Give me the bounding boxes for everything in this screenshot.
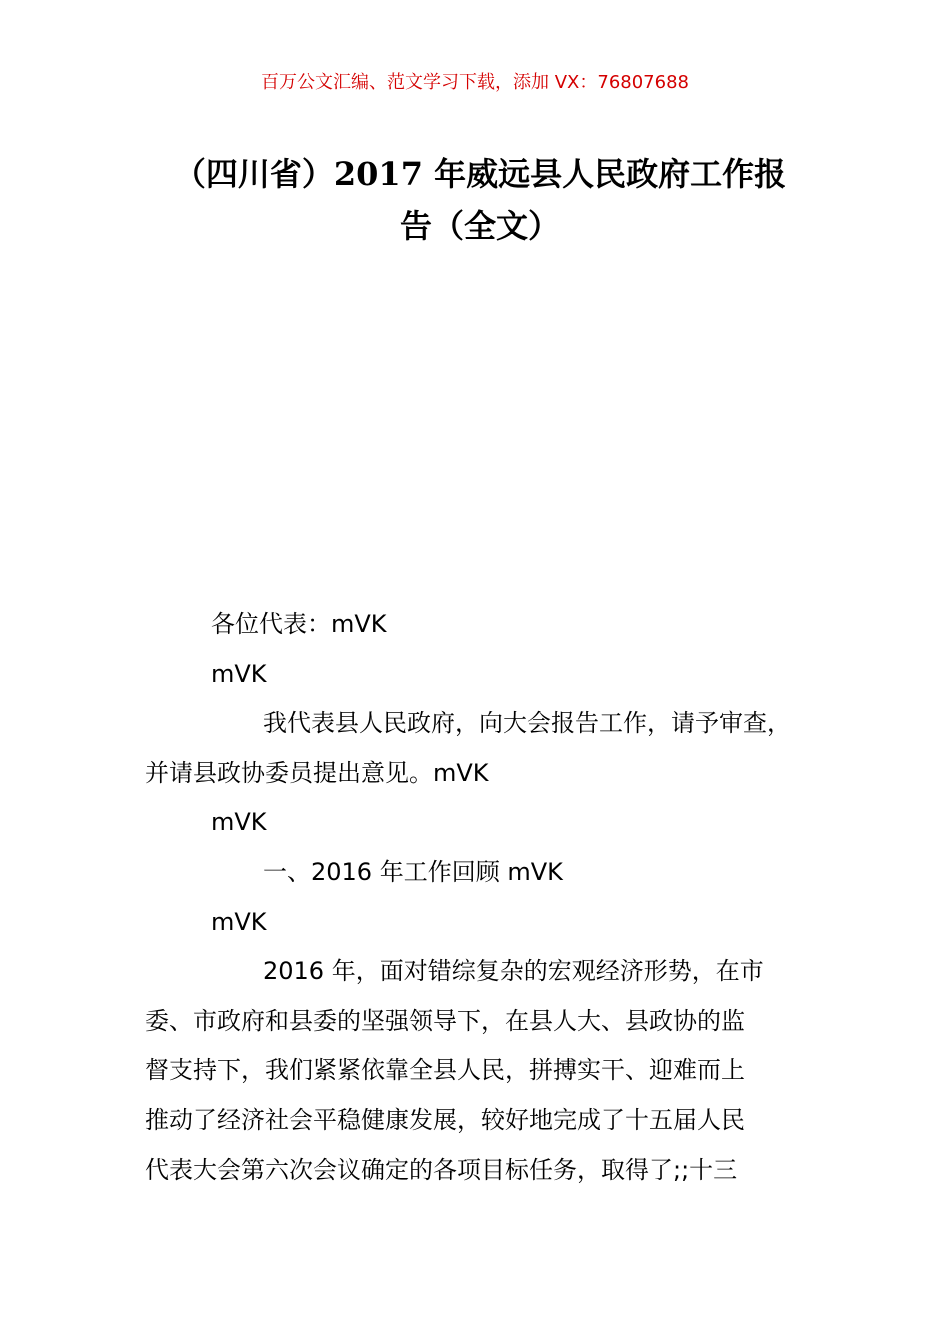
section-heading: 一、2016 年工作回顾 mVK [263,857,563,886]
header-watermark-note: 百万公文汇编、范文学习下载，添加 VX：76807688 [261,72,689,93]
salutation: 各位代表：mVK [211,610,387,638]
document-body [145,600,845,1195]
paragraph-line: 推动了经济社会平稳健康发展，较好地完成了十五届人民 [145,1105,745,1134]
paragraph-line: 并请县政协委员提出意见。mVK [145,758,489,787]
paragraph-line: 代表大会第六次会议确定的各项目标任务，取得了;;十三 [145,1155,738,1184]
blank-line: mVK [211,659,267,688]
blank-line: mVK [211,808,267,837]
paragraph-line: 2016 年，面对错综复杂的宏观经济形势，在市 [263,957,764,986]
paragraph-line: 我代表县人民政府，向大会报告工作，请予审查， [263,709,791,738]
title-line-2: 告（全文） [399,207,560,245]
document-title [150,148,810,252]
paragraph-intro [145,699,845,798]
paragraph-line: 督支持下，我们紧紧依靠全县人民，拼搏实干、迎难而上 [145,1056,745,1085]
paragraph-review [145,947,845,1195]
paragraph-line: 委、市政府和县委的坚强领导下，在县人大、县政协的监 [145,1006,745,1035]
title-line-1: （四川省）2017 年威远县人民政府工作报 [173,155,787,193]
blank-line: mVK [211,907,267,936]
